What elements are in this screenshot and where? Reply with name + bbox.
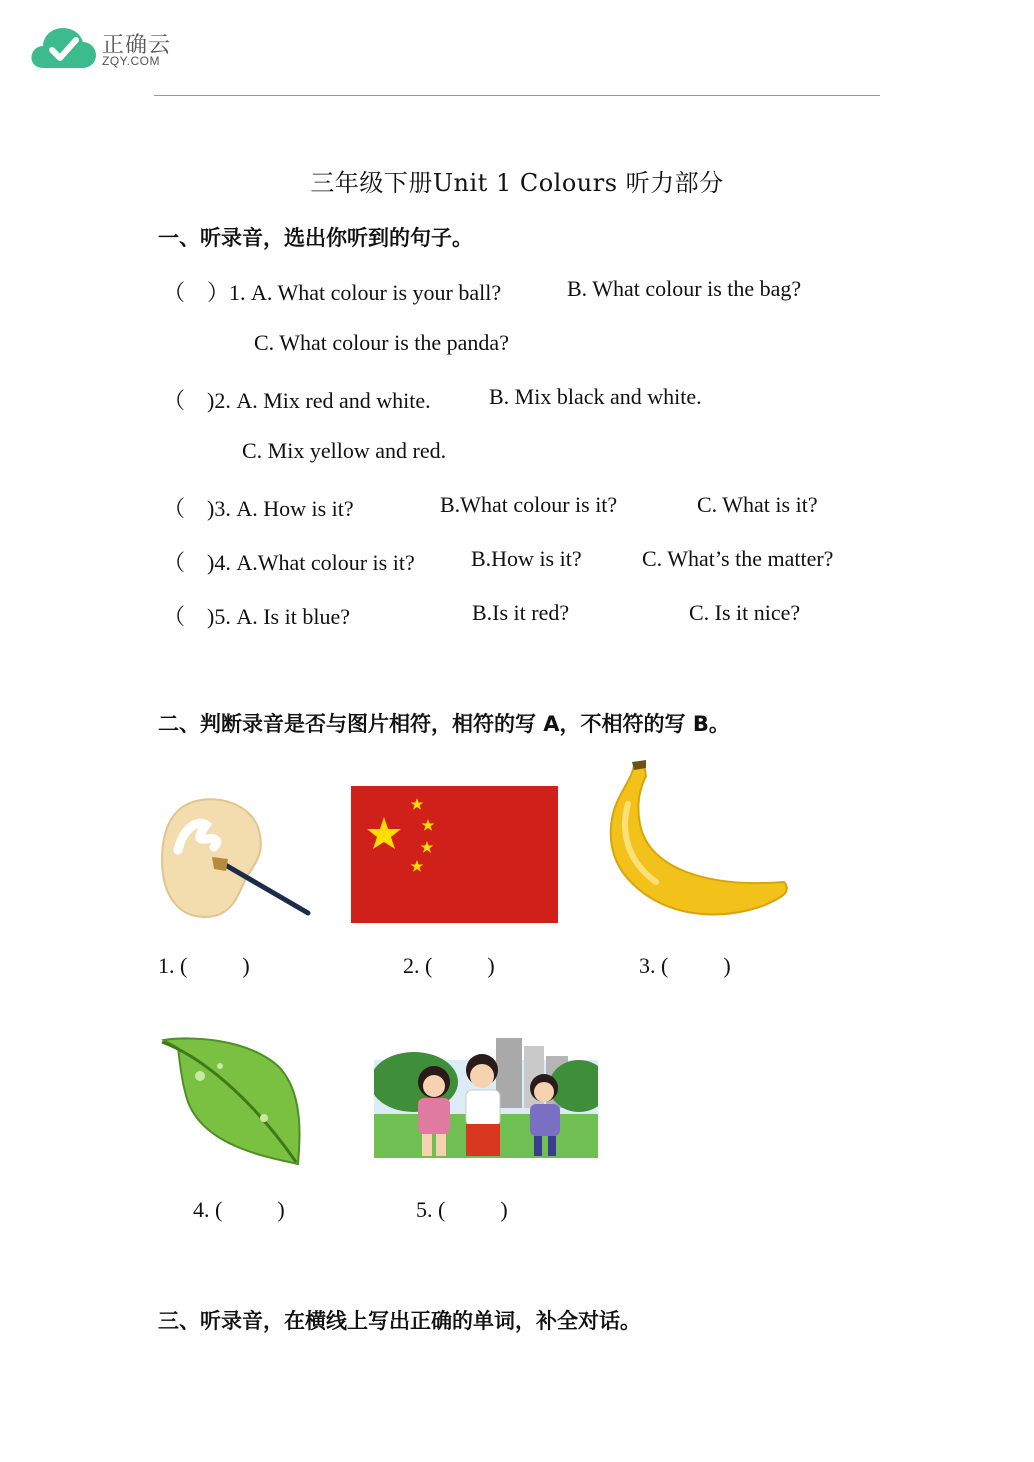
palette-icon bbox=[160, 795, 312, 920]
picture-label-5: 5. ( ) bbox=[416, 1197, 508, 1222]
q4-option-c: C. What’s the matter? bbox=[642, 546, 834, 571]
q3-option-a: （ )3. A. How is it? bbox=[163, 496, 354, 521]
q1-option-c: C. What colour is the panda? bbox=[254, 330, 509, 355]
picture-label-3: 3. ( ) bbox=[639, 953, 731, 978]
q5-option-a: （ )5. A. Is it blue? bbox=[163, 604, 350, 629]
q2-option-c: C. Mix yellow and red. bbox=[242, 438, 447, 463]
logo-text-cn: 正确云 bbox=[102, 33, 172, 58]
section-3-heading: 三、听录音，在横线上写出正确的单词，补全对话。 bbox=[158, 1309, 641, 1333]
section-1-heading: 一、听录音，选出你听到的句子。 bbox=[158, 226, 473, 250]
q3-option-c: C. What is it? bbox=[697, 492, 818, 517]
header-divider bbox=[154, 95, 880, 96]
picture-label-1: 1. ( ) bbox=[158, 953, 250, 978]
china-flag-image bbox=[351, 786, 558, 923]
picture-label-2: 2. ( ) bbox=[403, 953, 495, 978]
zqy-logo-icon bbox=[30, 22, 96, 72]
q3-option-b: B.What colour is it? bbox=[440, 492, 618, 517]
picture-label-4: 4. ( ) bbox=[193, 1197, 285, 1222]
logo-text-en: ZQY.COM bbox=[102, 54, 160, 68]
q4-option-a: （ )4. A.What colour is it? bbox=[163, 550, 415, 575]
green-leaf-image bbox=[160, 1036, 302, 1166]
q4-option-b: B.How is it? bbox=[471, 546, 582, 571]
section-2-heading: 二、判断录音是否与图片相符，相符的写 A，不相符的写 B。 bbox=[158, 712, 730, 736]
q2-option-a: （ )2. A. Mix red and white. bbox=[163, 388, 431, 413]
children-scene-image bbox=[374, 1030, 598, 1166]
q5-option-c: C. Is it nice? bbox=[689, 600, 801, 625]
q1-option-a: （ ）1. A. What colour is your ball? bbox=[163, 280, 502, 305]
q2-option-b: B. Mix black and white. bbox=[489, 384, 702, 409]
banana-image bbox=[606, 758, 792, 924]
page-title: 三年级下册Unit 1 Colours 听力部分 bbox=[310, 169, 724, 197]
q1-option-b: B. What colour is the bag? bbox=[567, 276, 802, 301]
q5-option-b: B.Is it red? bbox=[472, 600, 570, 625]
